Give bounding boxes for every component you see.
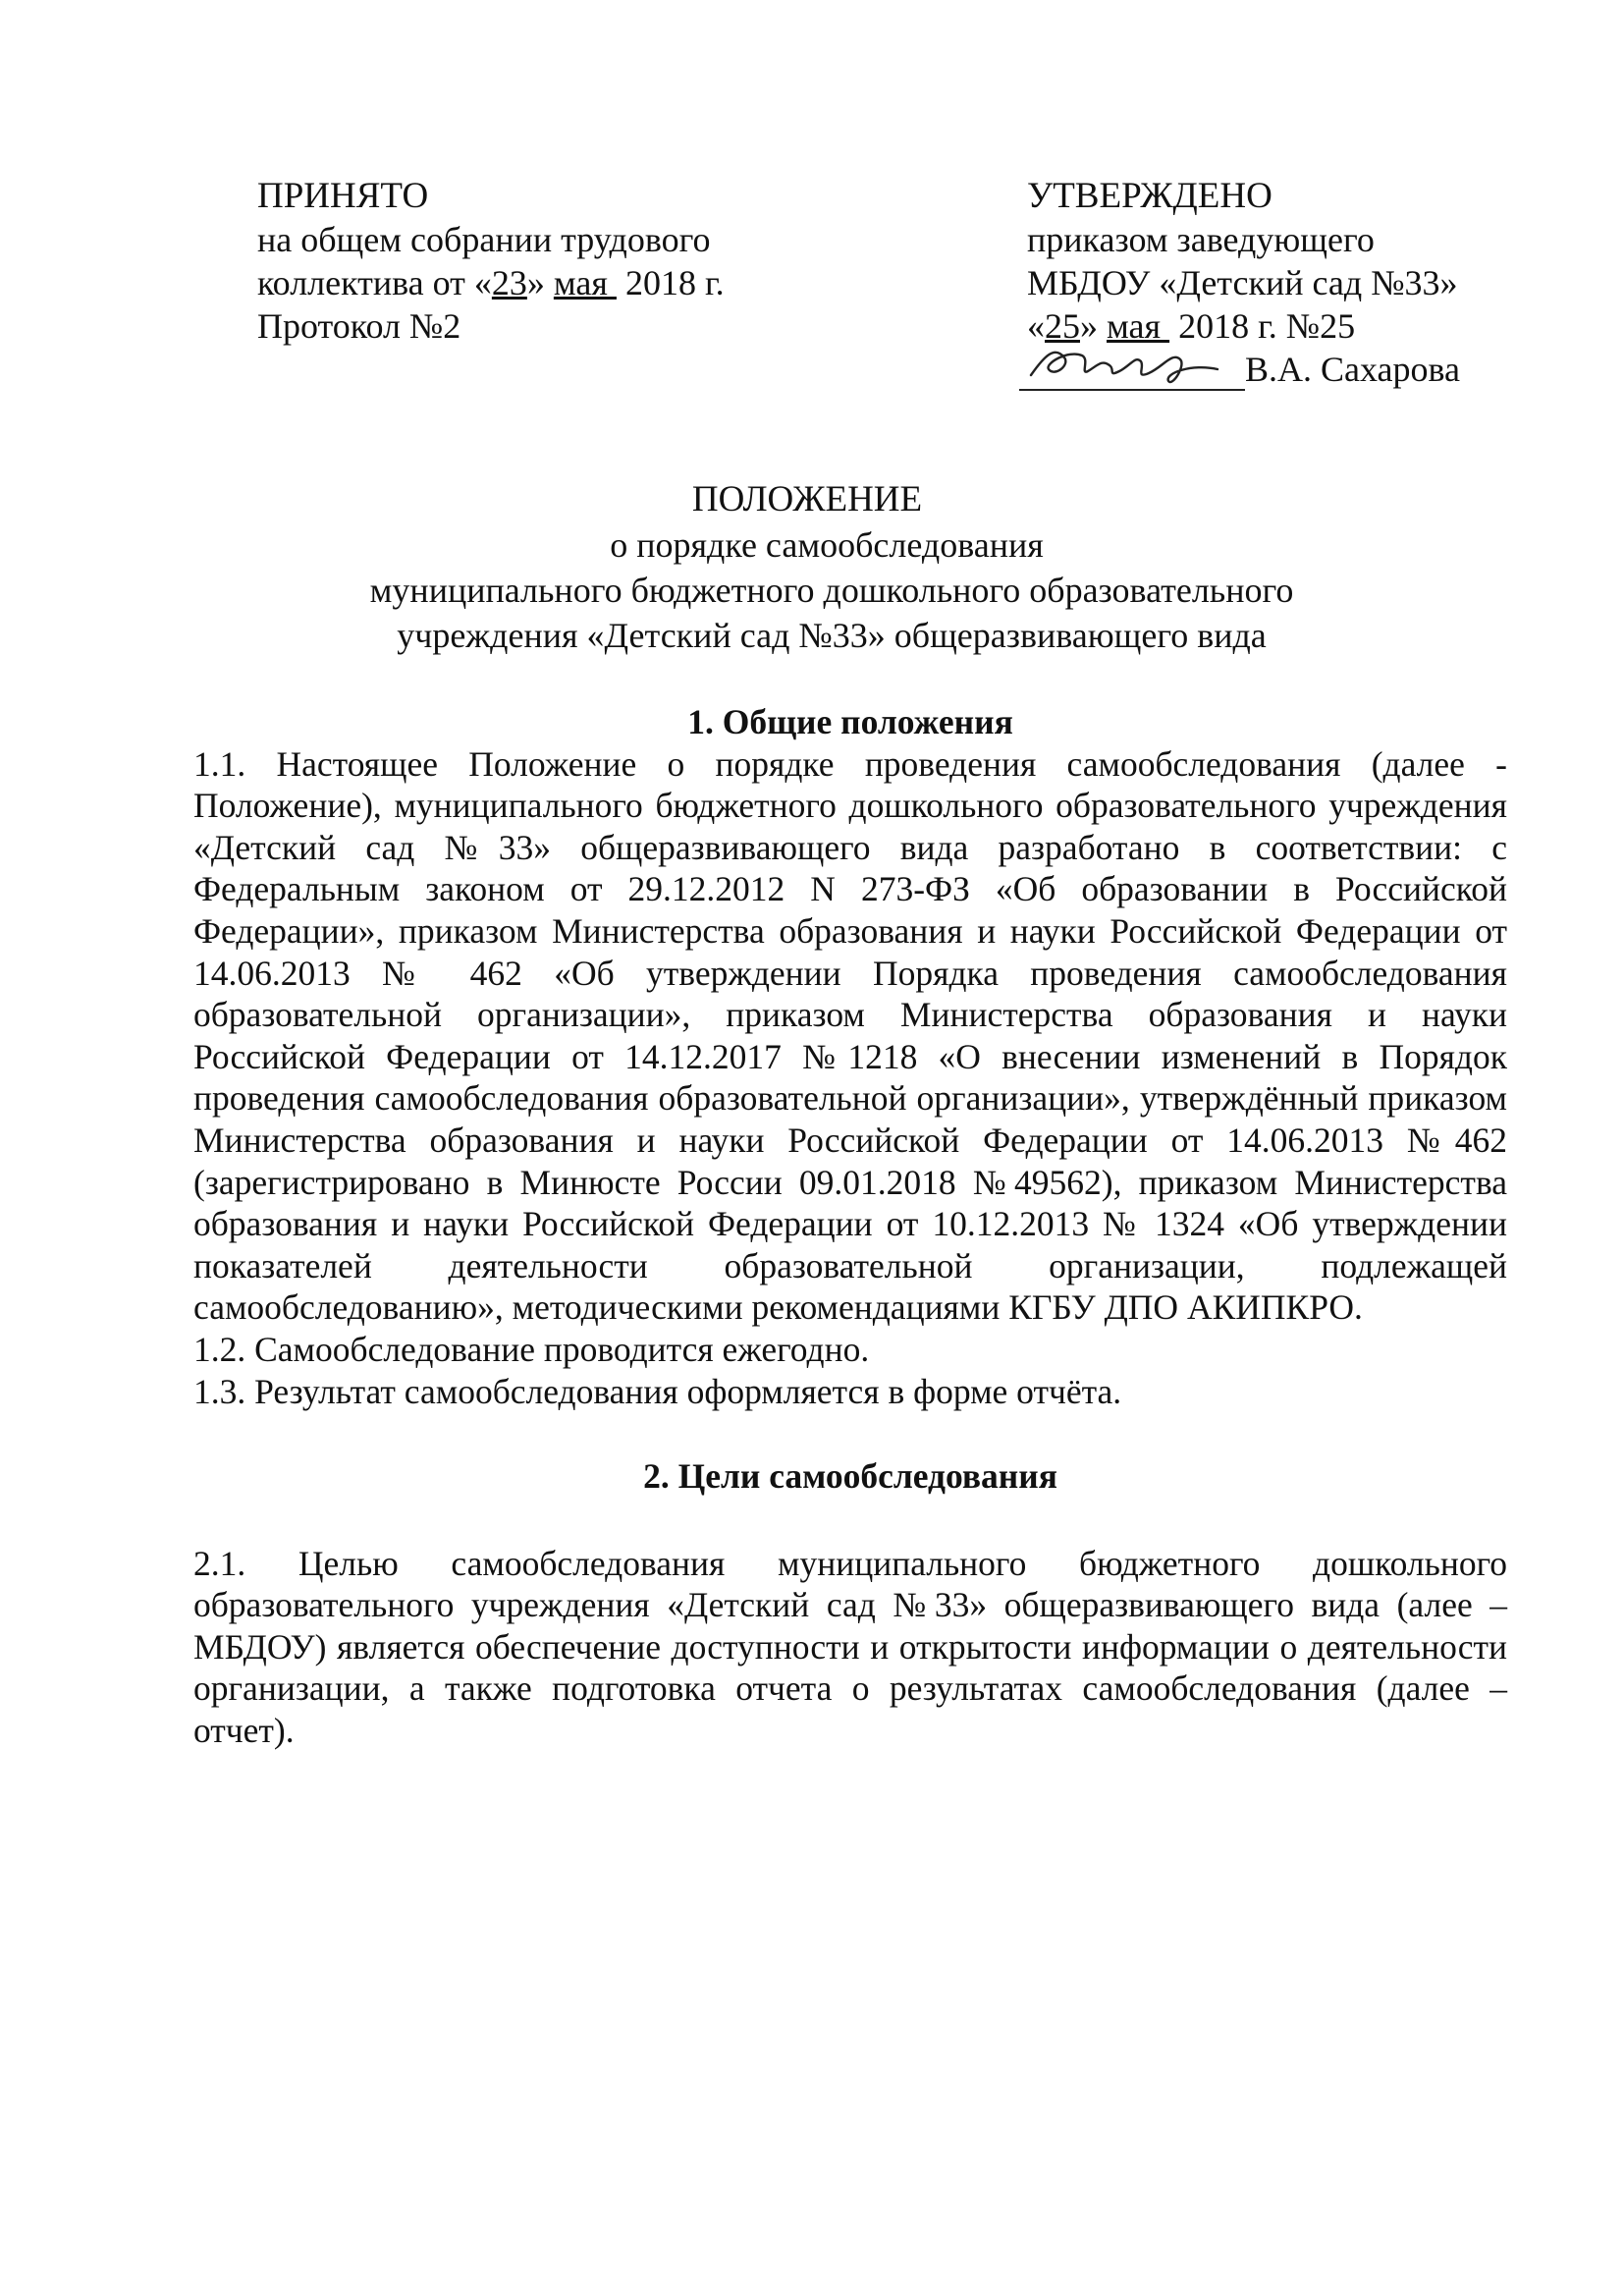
approved-date-suffix: 2018 г. №25 (1169, 306, 1356, 346)
section-1-paragraph-2: 1.2. Самообследование проводится ежегодно. (193, 1329, 870, 1369)
document-body (193, 701, 1507, 1752)
approved-date-prefix: « (1027, 306, 1045, 346)
accepted-protocol: Протокол №2 (257, 306, 461, 346)
document-title (0, 477, 1624, 658)
accepted-date-prefix: коллектива от « (257, 263, 492, 302)
accepted-line-2 (257, 261, 725, 304)
title-line-3: муниципального бюджетного дошкольного образовательного (369, 571, 1294, 610)
section-1-paragraph-3: 1.3. Результат самообследования оформляется в форме отчёта. (193, 1371, 1122, 1411)
title-line-2: о порядке самообследования (610, 525, 1044, 565)
accepted-date-mid: » (526, 263, 554, 302)
accepted-block (257, 175, 725, 348)
approved-line-2: МБДОУ «Детский сад №33» (1027, 263, 1458, 302)
section-1-title: 1. Общие положения (687, 702, 1013, 741)
approved-date-mid: » (1080, 306, 1107, 346)
approved-block (1027, 175, 1460, 391)
section-1-paragraph-1: 1.1. Настоящее Положение о порядке проведения самообследования (далее - Положение), муниципального бюджетного дошкольного образовательного учреждения «Детский сад №33» общеразвивающего вида разработано в соответствии: с Федеральным законом от 29.12.2012 N 273-ФЗ «Об образовании в Российской Федерации», приказом Министерства образования и науки Российской Федерации от 14.06.2013 № 462 «Об утверждении Порядка проведения самообследования образовательной организации», приказом Министерства образования и науки Российской Федерации от 14.12.2017 №1218 «О внесении изменений в Порядок проведения самообследования образовательной организации», утверждённый приказом Министерства образования и науки Российской Федерации от 14.06.2013 №462 (зарегистрировано в Минюсте России 09.01.2018 №49562), приказом Министерства образования и науки Российской Федерации от 10.12.2013 № 1324 «Об утверждении показателей деятельности образовательной организации, подлежащей самообследованию», методическими рекомендациями КГБУ ДПО АКИПКРО. (193, 743, 1507, 1328)
accepted-date-day: 23 (491, 263, 527, 302)
accepted-date-suffix: 2018 г. (616, 263, 725, 302)
approved-heading: УТВЕРЖДЕНО (1027, 176, 1272, 216)
approved-line-1: приказом заведующего (1027, 220, 1375, 259)
accepted-line-1: на общем собрании трудового (257, 220, 711, 259)
approved-signature-line (1019, 348, 1460, 391)
section-2-paragraph-1: 2.1. Целью самообследования муниципального бюджетного дошкольного образовательного учреждения «Детский сад №33» общеразвивающего вида (алее – МБДОУ) является обеспечение доступности и открытости информации о деятельности организации, а также подготовка отчета о результатах самообследования (далее – отчет). (193, 1543, 1507, 1751)
section-2-title: 2. Цели самообследования (643, 1456, 1057, 1497)
accepted-date-month: мая (553, 263, 617, 302)
accepted-heading: ПРИНЯТО (257, 176, 429, 216)
section-spacer (193, 1412, 1507, 1455)
title-line-4: учреждения «Детский сад №33» общеразвивающего вида (397, 616, 1267, 655)
approved-date-month: мая (1107, 306, 1170, 346)
handwritten-signature (1019, 350, 1245, 391)
approved-date-day: 25 (1045, 306, 1080, 346)
section-spacer (193, 1498, 1507, 1543)
title-line-1: ПОЛОЖЕНИЕ (691, 479, 923, 519)
signature-scribble-icon (1025, 336, 1221, 395)
approved-signer-name: В.А. Сахарова (1245, 350, 1461, 389)
